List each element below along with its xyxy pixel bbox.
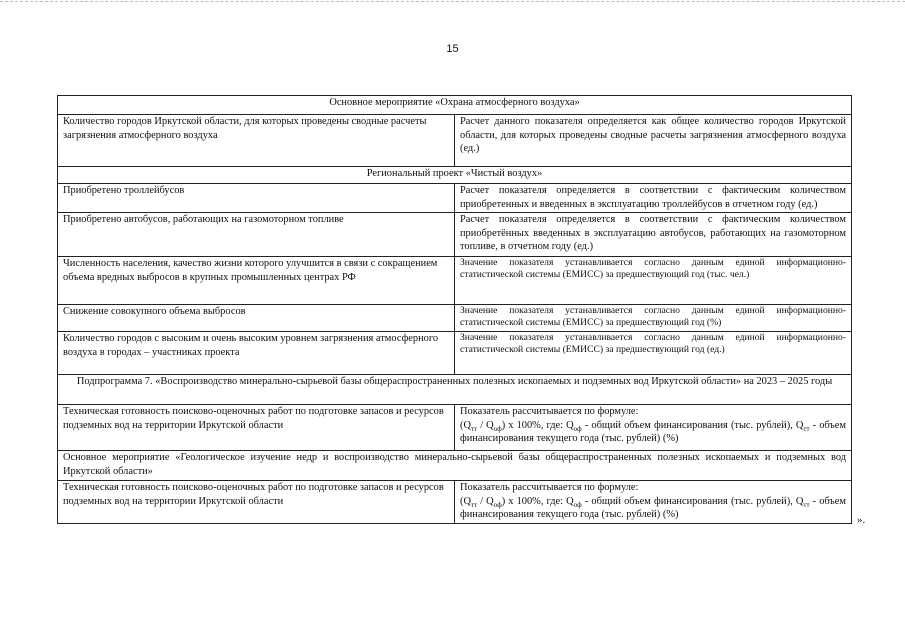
indicator-cell: Количество городов Иркутской области, для которых проведены сводные расчеты загрязнения атмосферного воздуха: [58, 115, 455, 167]
table-row: [58, 481, 852, 524]
indicator-cell: Приобретено автобусов, работающих на газомоторном топливе: [58, 213, 455, 257]
table-row: [58, 405, 852, 451]
formula-cell: [455, 405, 852, 451]
method-cell: Расчет данного показателя определяется как общее количество городов Иркутской области, для которых проведены сводные расчеты загрязнения атмосферного воздуха (ед.): [455, 115, 852, 167]
formula-intro: Показатель рассчитывается по формуле:: [460, 406, 639, 417]
section-header-subprogram-7: Подпрограмма 7. «Воспроизводство минерально-сырьевой базы общераспространенных полезных ископаемых и подземных вод Иркутской области» на 2023 – 2025 годы: [58, 375, 852, 405]
formula-subscript: оф: [493, 500, 502, 509]
method-cell: Значение показателя устанавливается согласно данным единой информационно-статистической системы (ЕМИСС) за предшествующий год (ед.): [455, 332, 852, 375]
formula-part: - объем финансирования текущего года (тыс. рублей) (%): [460, 419, 846, 445]
formula-part: ) х 100%, где: Q: [501, 495, 574, 507]
closing-quote-mark: ».: [857, 514, 866, 526]
table-row: [58, 167, 852, 184]
formula-part: (Q: [460, 495, 471, 507]
indicator-cell: Численность населения, качество жизни которого улучшится в связи с сокращением объема вредных выбросов в крупных промышленных центрах РФ: [58, 257, 455, 305]
table-row: [58, 375, 852, 405]
method-cell: Значение показателя устанавливается согласно данным единой информационно-статистической системы (ЕМИСС) за предшествующий год (%): [455, 305, 852, 332]
indicator-cell: Приобретено троллейбусов: [58, 184, 455, 213]
indicator-cell: Снижение совокупного объема выбросов: [58, 305, 455, 332]
formula-intro: Показатель рассчитывается по формуле:: [460, 482, 639, 493]
formula-text: [460, 419, 846, 446]
formula-text: [460, 495, 846, 522]
formula-part: - общий объем финансирования (тыс. рублей), Q: [581, 419, 804, 431]
formula-subscript: оф: [573, 500, 582, 509]
formula-cell: [455, 481, 852, 524]
table-row: [58, 451, 852, 481]
formula-subscript: тт: [470, 424, 478, 433]
page-number: 15: [446, 43, 459, 55]
formula-part: / Q: [477, 495, 494, 507]
table-row: [58, 96, 852, 115]
page-top-border: [0, 1, 905, 2]
formula-part: ) х 100%, где: Q: [501, 419, 574, 431]
formula-subscript: тт: [803, 500, 810, 509]
indicator-cell: Техническая готовность поисково-оценочных работ по подготовке запасов и ресурсов подземных вод на территории Иркутской области: [58, 405, 455, 451]
indicator-cell: Техническая готовность поисково-оценочных работ по подготовке запасов и ресурсов подземных вод на территории Иркутской области: [58, 481, 455, 524]
table-row: [58, 115, 852, 167]
formula-subscript: оф: [493, 424, 502, 433]
section-header-air-protection: Основное мероприятие «Охрана атмосферного воздуха»: [58, 96, 852, 115]
formula-part: - общий объем финансирования (тыс. рублей), Q: [581, 495, 804, 507]
method-cell: Расчет показателя определяется в соответствии с фактическим количеством приобретённых введенных в эксплуатацию автобусов, работающих на газомоторном топливе, в отчетном году (ед.): [455, 213, 852, 257]
method-cell: Значение показателя устанавливается согласно данным единой информационно-статистической системы (ЕМИСС) за предшествующий год (тыс. чел.): [455, 257, 852, 305]
formula-part: / Q: [477, 419, 494, 431]
formula-subscript: тт: [470, 500, 478, 509]
section-header-geological-study: Основное мероприятие «Геологическое изучение недр и воспроизводство минерально-сырьевой базы общераспространенных полезных ископаемых и подземных вод Иркутской области»: [58, 451, 852, 481]
table-row: [58, 213, 852, 257]
formula-subscript: тт: [803, 424, 810, 433]
formula-part: - объем финансирования текущего года (тыс. рублей) (%): [460, 495, 846, 521]
indicator-cell: Количество городов с высоким и очень высоким уровнем загрязнения атмосферного воздуха в городах – участниках проекта: [58, 332, 455, 375]
table-row: [58, 184, 852, 213]
formula-part: (Q: [460, 419, 471, 431]
method-cell: Расчет показателя определяется в соответствии с фактическим количеством приобретенных и введенных в эксплуатацию троллейбусов в отчетном году (ед.): [455, 184, 852, 213]
table-row: [58, 305, 852, 332]
formula-subscript: оф: [573, 424, 582, 433]
table-row: [58, 332, 852, 375]
section-header-clean-air: Региональный проект «Чистый воздух»: [58, 167, 852, 184]
indicators-table: [57, 95, 852, 524]
table-row: [58, 257, 852, 305]
